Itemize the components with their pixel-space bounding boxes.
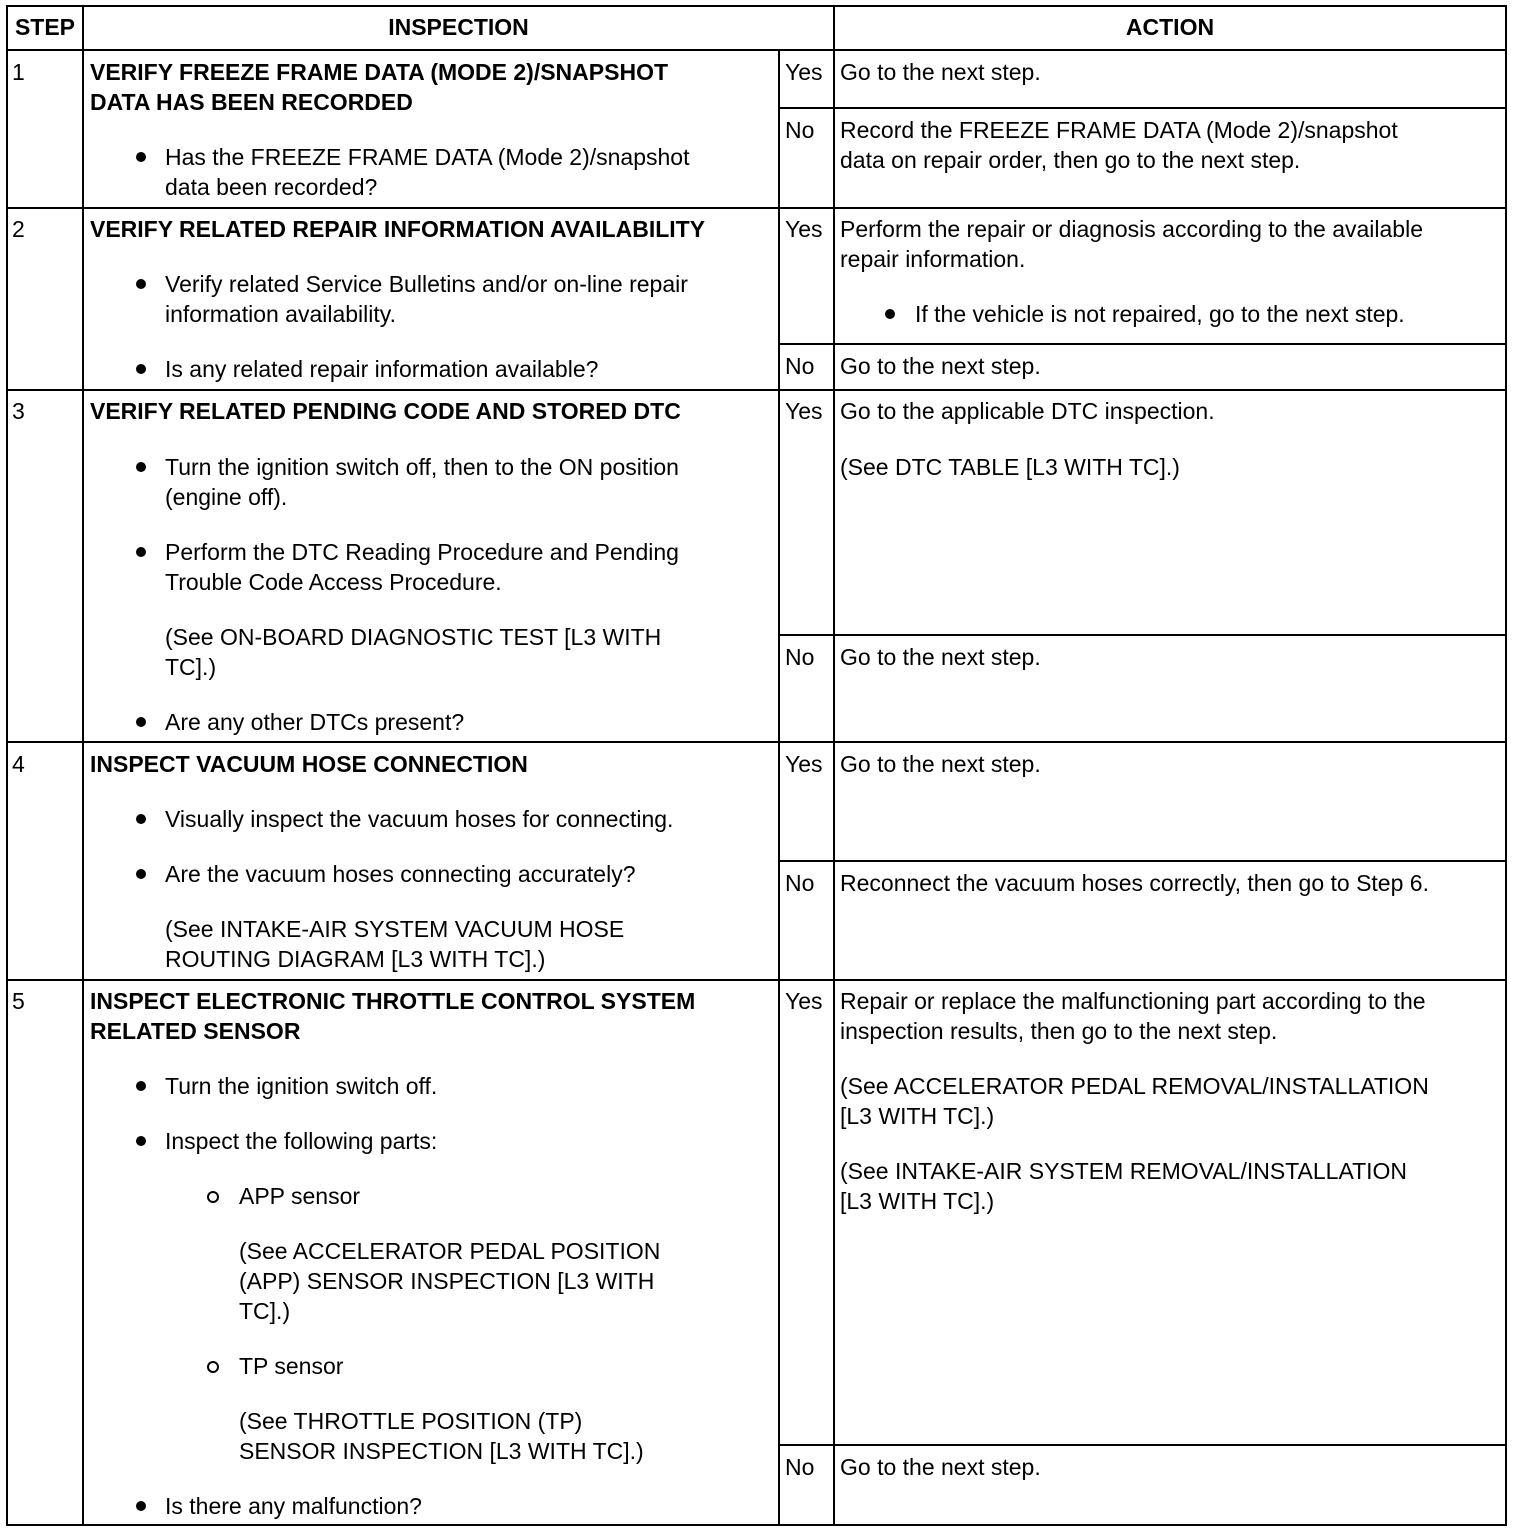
inspection-item: Is there any malfunction? — [165, 1493, 422, 1519]
step-title: DATA HAS BEEN RECORDED — [90, 89, 413, 115]
inspection-item: Inspect the following parts: — [165, 1128, 438, 1154]
row-divider — [8, 389, 1505, 391]
bullet-icon — [136, 547, 146, 557]
yes-action: Perform the repair or diagnosis according to the available — [840, 216, 1423, 242]
yes-no-divider — [778, 1444, 1505, 1446]
yes-no-divider — [778, 860, 1505, 862]
yes-no-divider — [778, 107, 1505, 109]
yes-action: repair information. — [840, 246, 1026, 272]
yes-label: Yes — [785, 216, 823, 242]
yes-action: Go to the applicable DTC inspection. — [840, 398, 1215, 424]
step-number: 2 — [12, 216, 25, 242]
reference-note: (See DTC TABLE [L3 WITH TC].) — [840, 454, 1180, 480]
bullet-icon — [885, 309, 895, 319]
inspection-item: Trouble Code Access Procedure. — [165, 569, 502, 595]
no-label: No — [785, 353, 815, 379]
no-label: No — [785, 870, 815, 896]
no-label: No — [785, 117, 815, 143]
bullet-icon — [136, 717, 146, 727]
yes-no-divider — [778, 343, 1505, 345]
reference-note: (See ON-BOARD DIAGNOSTIC TEST [L3 WITH — [165, 624, 662, 650]
inspection-item: Are the vacuum hoses connecting accurately? — [165, 861, 636, 887]
bullet-icon — [136, 814, 146, 824]
inspection-item: Visually inspect the vacuum hoses for connecting. — [165, 806, 674, 832]
inspection-item: Is any related repair information available? — [165, 356, 599, 382]
inspection-item: Verify related Service Bulletins and/or on-line repair — [165, 271, 688, 297]
reference-note: SENSOR INSPECTION [L3 WITH TC].) — [239, 1438, 644, 1464]
column-divider — [833, 7, 835, 1524]
row-divider — [8, 207, 1505, 209]
reference-note: (See THROTTLE POSITION (TP) — [239, 1408, 583, 1434]
bullet-icon — [136, 462, 146, 472]
reference-note: ROUTING DIAGRAM [L3 WITH TC].) — [165, 946, 546, 972]
yes-label: Yes — [785, 398, 823, 424]
bullet-icon — [136, 869, 146, 879]
inspection-item: Has the FREEZE FRAME DATA (Mode 2)/snapshot — [165, 144, 690, 170]
no-label: No — [785, 644, 815, 670]
yes-no-divider — [778, 634, 1505, 636]
column-divider — [778, 49, 780, 1524]
reference-note: (See ACCELERATOR PEDAL REMOVAL/INSTALLATION — [840, 1073, 1429, 1099]
reference-note: [L3 WITH TC].) — [840, 1188, 995, 1214]
inspection-item: information availability. — [165, 301, 396, 327]
no-action: Reconnect the vacuum hoses correctly, then go to Step 6. — [840, 870, 1429, 896]
no-action: Record the FREEZE FRAME DATA (Mode 2)/snapshot — [840, 117, 1398, 143]
step-number: 3 — [12, 398, 25, 424]
reference-note: TC].) — [165, 654, 217, 680]
row-divider — [8, 49, 1505, 51]
row-divider — [8, 741, 1505, 743]
step-number: 1 — [12, 59, 25, 85]
sub-bullet-icon — [207, 1361, 219, 1373]
bullet-icon — [136, 1501, 146, 1511]
header-step: STEP — [14, 14, 76, 40]
bullet-icon — [136, 1081, 146, 1091]
yes-action: Go to the next step. — [840, 59, 1041, 85]
sub-bullet-icon — [207, 1191, 219, 1203]
bullet-icon — [136, 152, 146, 162]
no-label: No — [785, 1454, 815, 1480]
column-divider — [82, 7, 84, 1524]
inspection-item: Turn the ignition switch off, then to the ON position — [165, 454, 679, 480]
row-divider — [8, 979, 1505, 981]
no-action: Go to the next step. — [840, 1454, 1041, 1480]
header-inspection: INSPECTION — [388, 14, 529, 40]
yes-action-item: If the vehicle is not repaired, go to the next step. — [915, 301, 1405, 327]
reference-note: (See ACCELERATOR PEDAL POSITION — [239, 1238, 661, 1264]
sub-item: APP sensor — [239, 1183, 361, 1209]
reference-note: (APP) SENSOR INSPECTION [L3 WITH — [239, 1268, 655, 1294]
reference-note: TC].) — [239, 1298, 291, 1324]
reference-note: (See INTAKE-AIR SYSTEM VACUUM HOSE — [165, 916, 625, 942]
no-action: Go to the next step. — [840, 644, 1041, 670]
yes-label: Yes — [785, 751, 823, 777]
inspection-item: Are any other DTCs present? — [165, 709, 465, 735]
yes-action: Go to the next step. — [840, 751, 1041, 777]
no-action: Go to the next step. — [840, 353, 1041, 379]
reference-note: [L3 WITH TC].) — [840, 1103, 995, 1129]
yes-label: Yes — [785, 59, 823, 85]
step-title: RELATED SENSOR — [90, 1018, 301, 1044]
inspection-item: Perform the DTC Reading Procedure and Pending — [165, 539, 679, 565]
inspection-item: (engine off). — [165, 484, 288, 510]
diagnostic-procedure-table — [6, 5, 1507, 1526]
step-title: INSPECT VACUUM HOSE CONNECTION — [90, 751, 528, 777]
inspection-item: Turn the ignition switch off. — [165, 1073, 438, 1099]
bullet-icon — [136, 1136, 146, 1146]
step-title: INSPECT ELECTRONIC THROTTLE CONTROL SYSTEM — [90, 988, 696, 1014]
inspection-item: data been recorded? — [165, 174, 378, 200]
yes-action: Repair or replace the malfunctioning part according to the — [840, 988, 1426, 1014]
step-title: VERIFY RELATED PENDING CODE AND STORED DTC — [90, 398, 681, 424]
yes-label: Yes — [785, 988, 823, 1014]
step-title: VERIFY RELATED REPAIR INFORMATION AVAILABILITY — [90, 216, 706, 242]
step-title: VERIFY FREEZE FRAME DATA (MODE 2)/SNAPSHOT — [90, 59, 669, 85]
sub-item: TP sensor — [239, 1353, 344, 1379]
no-action: data on repair order, then go to the next step. — [840, 147, 1301, 173]
step-number: 5 — [12, 988, 25, 1014]
reference-note: (See INTAKE-AIR SYSTEM REMOVAL/INSTALLATION — [840, 1158, 1408, 1184]
header-action: ACTION — [1125, 14, 1215, 40]
yes-action: inspection results, then go to the next step. — [840, 1018, 1278, 1044]
step-number: 4 — [12, 751, 25, 777]
bullet-icon — [136, 364, 146, 374]
bullet-icon — [136, 279, 146, 289]
